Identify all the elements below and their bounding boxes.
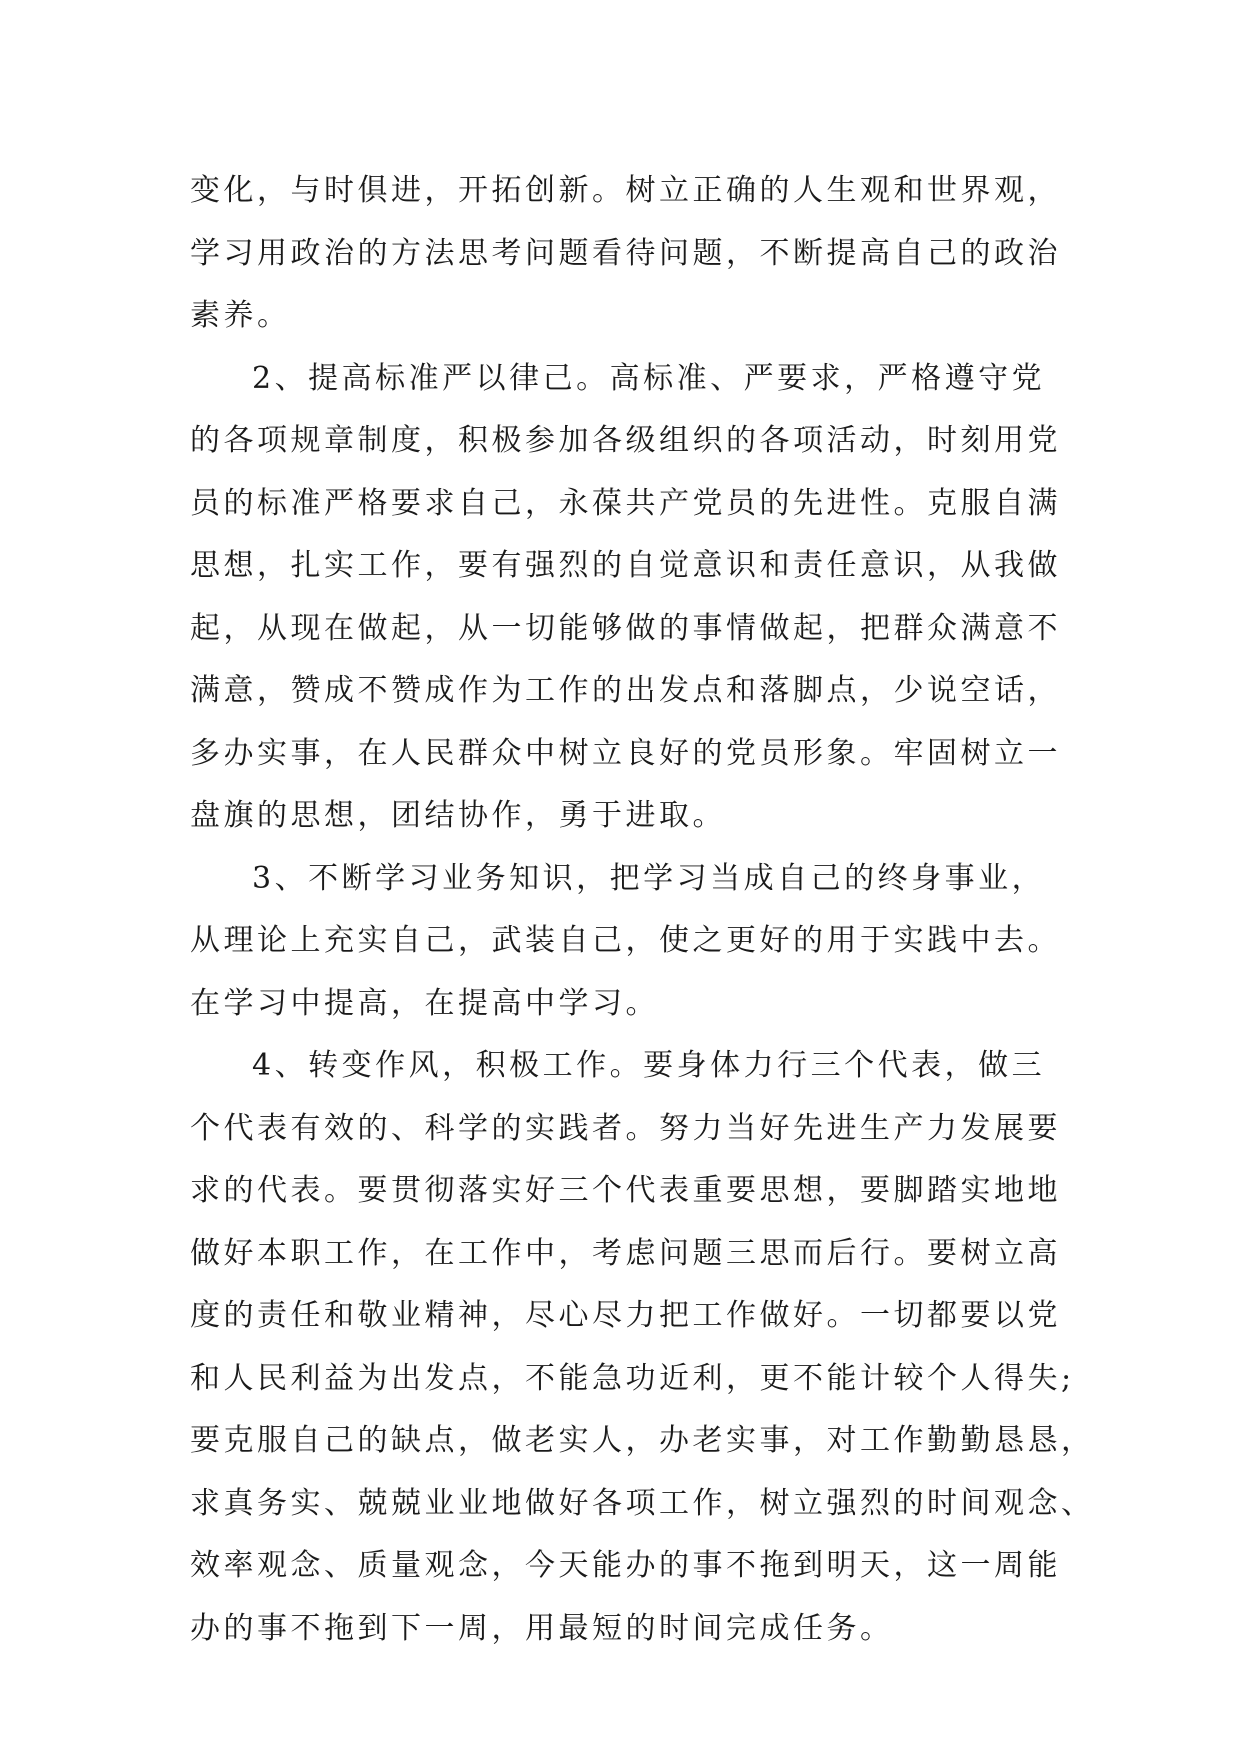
text-line: 盘旗的思想，团结协作，勇于进取。: [190, 798, 726, 833]
text-line: 多办实事，在人民群众中树立良好的党员形象。牢固树立一: [190, 735, 1061, 771]
text-line: 求真务实、兢兢业业地做好各项工作，树立强烈的时间观念、: [190, 1485, 1095, 1521]
text-line: 个代表有效的、科学的实践者。努力当好先进生产力发展要: [190, 1110, 1061, 1146]
text-line: 的各项规章制度，积极参加各级组织的各项活动，时刻用党: [190, 423, 1061, 458]
text-line: 2、提高标准严以律己。高标准、严要求，严格遵守党: [252, 360, 1046, 396]
text-line: 3、不断学习业务知识，把学习当成自己的终身事业，: [252, 860, 1046, 896]
text-line: 办的事不拖到下一周，用最短的时间完成任务。: [190, 1610, 894, 1646]
paragraph-item-2: [190, 348, 1070, 848]
text-line: 从理论上充实自己，武装自己，使之更好的用于实践中去。: [190, 923, 1061, 958]
text-line: 学习用政治的方法思考问题看待问题，不断提高自己的政治: [190, 235, 1061, 271]
text-line: 度的责任和敬业精神，尽心尽力把工作做好。一切都要以党: [190, 1298, 1061, 1333]
text-line: 在学习中提高，在提高中学习。: [190, 985, 659, 1021]
paragraph-item-3: [190, 848, 1070, 1036]
text-line: 4、转变作风，积极工作。要身体力行三个代表，做三: [252, 1048, 1046, 1083]
paragraph-continuation: [190, 160, 1070, 348]
text-line: 思想，扎实工作，要有强烈的自觉意识和责任意识，从我做: [190, 548, 1061, 583]
text-line: 要克服自己的缺点，做老实人，办老实事，对工作勤勤恳恳，: [190, 1423, 1095, 1458]
paragraph-item-4: [190, 1035, 1095, 1660]
text-line: 起，从现在做起，从一切能够做的事情做起，把群众满意不: [190, 610, 1061, 646]
text-line: 员的标准严格要求自己，永葆共产党员的先进性。克服自满: [190, 485, 1061, 521]
text-line: 满意，赞成不赞成作为工作的出发点和落脚点，少说空话，: [190, 673, 1061, 708]
text-line: 效率观念、质量观念，今天能办的事不拖到明天，这一周能: [190, 1548, 1061, 1583]
document-body: [190, 160, 1095, 1660]
text-line: 做好本职工作，在工作中，考虑问题三思而后行。要树立高: [190, 1235, 1061, 1271]
text-line: 变化，与时俱进，开拓创新。树立正确的人生观和世界观，: [190, 173, 1061, 208]
text-line: 素养。: [190, 298, 291, 333]
text-line: 求的代表。要贯彻落实好三个代表重要思想，要脚踏实地地: [190, 1173, 1061, 1208]
text-line: 和人民利益为出发点，不能急功近利，更不能计较个人得失;: [190, 1360, 1075, 1396]
